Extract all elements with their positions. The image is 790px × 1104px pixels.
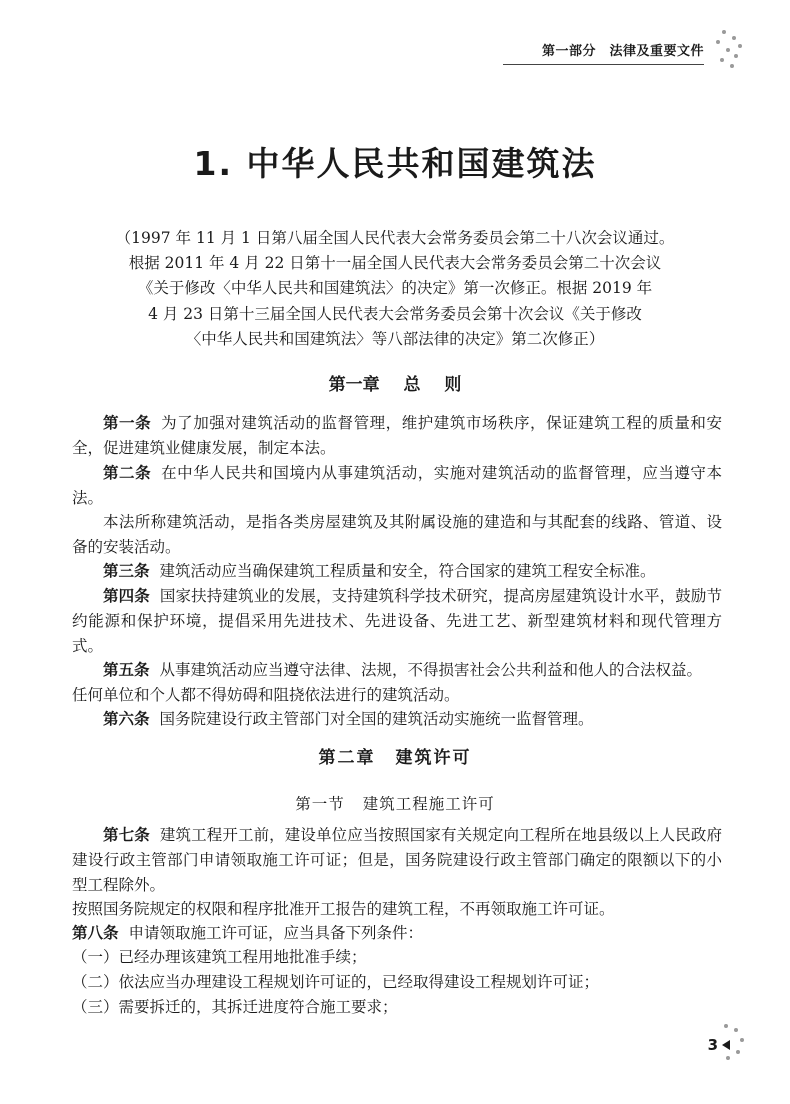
article-5-paragraph-2	[72, 683, 722, 708]
condition-item	[72, 970, 722, 995]
article-2	[72, 461, 722, 511]
arrow-left-icon	[722, 1040, 730, 1050]
article-label: 第三条	[103, 562, 150, 580]
history-line: 〈中华人民共和国建筑法〉等八部法律的决定》第二次修正）	[185, 329, 605, 348]
article-text: （一）已经办理该建筑工程用地批准手续；	[72, 948, 367, 966]
article-text: 为了加强对建筑活动的监督管理，维护建筑市场秩序，保证建筑工程的质量和安全，促进建筑业健康发展，制定本法。	[72, 414, 722, 457]
article-text: 国家扶持建筑业的发展，支持建筑科学技术研究，提高房屋建筑设计水平，鼓励节约能源和保护环境，提倡采用先进技术、先进设备、先进工艺、新型建筑材料和现代管理方式。	[72, 587, 722, 655]
article-text: 本法所称建筑活动，是指各类房屋建筑及其附属设施的建造和与其配套的线路、管道、设备的安装活动。	[72, 513, 722, 556]
condition-item	[72, 995, 722, 1020]
section-heading: 第一节 建筑工程施工许可	[295, 795, 495, 813]
article-label: 第六条	[103, 710, 150, 728]
article-label: 第四条	[103, 587, 150, 605]
page-number: 3	[707, 1036, 718, 1054]
article-text: 按照国务院规定的权限和程序批准开工报告的建筑工程，不再领取施工许可证。	[72, 900, 615, 918]
article-7-paragraph-2	[72, 897, 722, 922]
article-text: 在中华人民共和国境内从事建筑活动，实施对建筑活动的监督管理，应当遵守本法。	[72, 464, 722, 507]
article-3	[72, 559, 722, 584]
article-1	[72, 411, 722, 461]
article-label: 第一条	[103, 414, 152, 432]
article-7	[72, 823, 722, 898]
article-label: 第七条	[103, 826, 150, 844]
legislative-history	[70, 226, 720, 352]
law-title: 1. 中华人民共和国建筑法	[193, 144, 597, 183]
condition-item	[72, 945, 722, 970]
article-text: 建筑活动应当确保建筑工程质量和安全，符合国家的建筑工程安全标准。	[159, 562, 656, 580]
article-text: （二）依法应当办理建设工程规划许可证的，已经取得建设工程规划许可证；	[72, 973, 600, 991]
article-8	[72, 921, 722, 946]
article-text: （三）需要拆迁的，其拆迁进度符合施工要求；	[72, 998, 398, 1016]
article-text: 任何单位和个人都不得妨碍和阻挠依法进行的建筑活动。	[72, 686, 460, 704]
chapter-heading: 第一章 总 则	[328, 375, 462, 395]
header-rule	[503, 64, 704, 65]
article-6	[72, 707, 722, 732]
article-4	[72, 584, 722, 659]
article-text: 国务院建设行政主管部门对全国的建筑活动实施统一监督管理。	[159, 710, 594, 728]
article-text: 从事建筑活动应当遵守法律、法规，不得损害社会公共利益和他人的合法权益。	[159, 661, 703, 679]
history-line: 4 月 23 日第十三届全国人民代表大会常务委员会第十次会议《关于修改	[148, 304, 642, 323]
article-label: 第二条	[103, 464, 152, 482]
article-2-paragraph-2	[72, 510, 722, 560]
chapter-heading: 第二章 建筑许可	[318, 748, 472, 768]
decorative-dots-icon	[712, 30, 746, 70]
article-label: 第八条	[72, 924, 119, 942]
article-5	[72, 658, 722, 683]
history-line: 《关于修改〈中华人民共和国建筑法〉的决定》第一次修正。根据 2019 年	[137, 279, 653, 298]
running-header: 第一部分 法律及重要文件	[541, 44, 704, 59]
article-label: 第五条	[103, 661, 150, 679]
article-text: 建筑工程开工前，建设单位应当按照国家有关规定向工程所在地县级以上人民政府建设行政主管部门申请领取施工许可证；但是，国务院建设行政主管部门确定的限额以下的小型工程除外。	[72, 826, 722, 894]
article-text: 申请领取施工许可证，应当具备下列条件：	[128, 924, 424, 942]
history-line: 根据 2011 年 4 月 22 日第十一届全国人民代表大会常务委员会第二十次会议	[128, 254, 662, 273]
history-line: （1997 年 11 月 1 日第八届全国人民代表大会常务委员会第二十八次会议通过。	[115, 229, 675, 247]
